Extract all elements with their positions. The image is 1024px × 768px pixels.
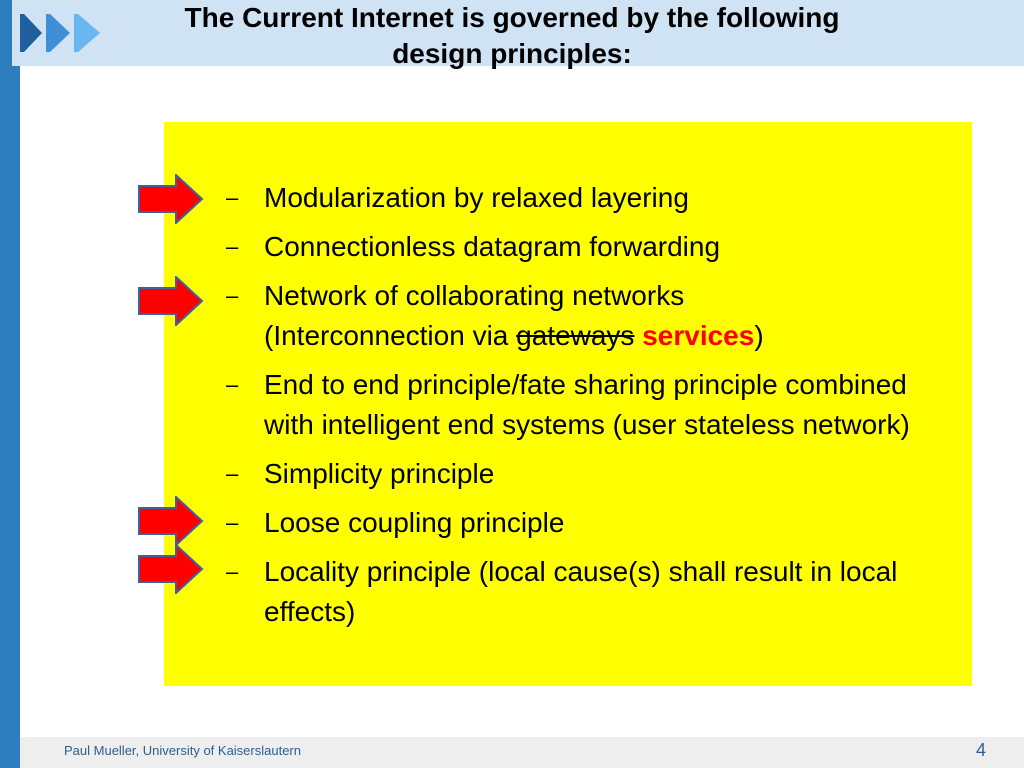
highlighted-word: services [642, 320, 755, 351]
footer-author: Paul Mueller, University of Kaiserslautern [64, 743, 301, 758]
bullet-text: Loose coupling principle [264, 507, 565, 538]
dash-bullet: – [226, 461, 239, 486]
arrow-right-icon [138, 276, 204, 326]
list-item [222, 365, 962, 445]
slide-title-line2: design principles: [392, 38, 632, 69]
list-item [222, 503, 962, 543]
arrow-right-icon [138, 174, 204, 224]
bullet-text-suffix: ) [754, 320, 764, 351]
bullet-text: Locality principle (local cause(s) shall result in local effects) [264, 556, 898, 627]
struck-word: gateways [516, 320, 635, 351]
dash-bullet: – [226, 372, 239, 397]
bullet-text: Connectionless datagram forwarding [264, 231, 721, 262]
list-item [222, 276, 962, 356]
dash-bullet: – [226, 559, 239, 584]
slide-title [120, 0, 904, 72]
dash-bullet: – [226, 283, 239, 308]
list-item [222, 454, 962, 494]
arrow-right-icon [138, 544, 204, 594]
bullet-text: Modularization by relaxed layering [264, 182, 689, 213]
list-item [222, 552, 962, 632]
dash-bullet: – [226, 234, 239, 259]
bullet-text: Network of collaborating networks [264, 280, 685, 311]
principles-list [222, 178, 962, 641]
bullet-text: Simplicity principle [264, 458, 495, 489]
bullet-text-prefix: (Interconnection via [264, 320, 517, 351]
list-item [222, 178, 962, 218]
dash-bullet: – [226, 185, 239, 210]
slide-title-line1: The Current Internet is governed by the following [184, 2, 840, 33]
bullet-text: End to end principle/fate sharing principle combined with intelligent end systems (user stateless network) [264, 369, 910, 440]
header-chevrons-icon [20, 8, 112, 58]
dash-bullet: – [226, 510, 239, 535]
page-number: 4 [975, 740, 986, 760]
left-accent-bar [0, 0, 20, 768]
list-item [222, 227, 962, 267]
arrow-right-icon [138, 496, 204, 546]
